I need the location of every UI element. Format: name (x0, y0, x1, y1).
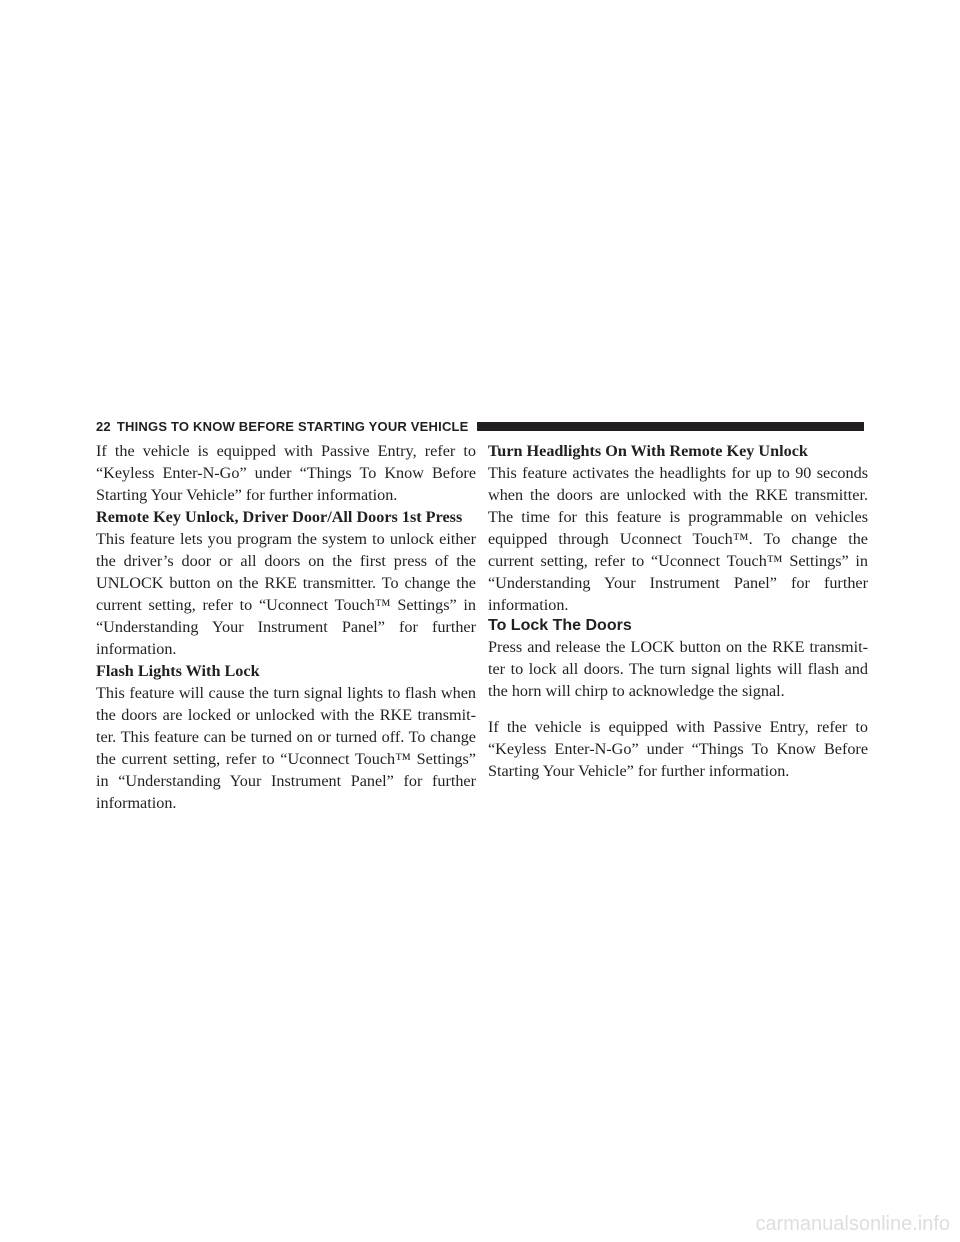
remote-key-unlock-heading: Remote Key Unlock, Driver Door/All Doors 1st Press (96, 508, 463, 526)
flash-lights-paragraph: This feature will cause the turn signal lights to flash when the doors are locked or unlocked with the RKE transmit-ter. This feature can be turned on or turned off. To change the current setting, refer to “Uconnect Touch™ Settings” in “Understanding Your Instrument Panel” for further information. (96, 684, 476, 812)
remote-key-unlock-paragraph: This feature lets you program the system to unlock either the driver’s door or all doors on the first press of the UNLOCK button on the RKE transmitter. To change the current setting, refer to “Uconnect Touch™ Settings” in “Understanding Your Instrument Panel” for further information. (96, 530, 476, 658)
header-rule (477, 422, 864, 431)
passive-entry-paragraph-2: If the vehicle is equipped with Passive Entry, refer to “Keyless Enter-N-Go” under “Things To Know Before Starting Your Vehicle” for further information. (488, 718, 868, 780)
section-title: THINGS TO KNOW BEFORE STARTING YOUR VEHICLE (116, 418, 469, 434)
headlights-heading: Turn Headlights On With Remote Key Unlock (488, 442, 808, 460)
watermark-logo: carmanualsonline.info (755, 1213, 950, 1235)
right-column (488, 440, 868, 782)
lock-doors-paragraph: Press and release the LOCK button on the RKE transmit-ter to lock all doors. The turn signal lights will flash and the horn will chirp to acknowledge the signal. (488, 638, 868, 700)
left-column (96, 440, 476, 814)
flash-lights-heading: Flash Lights With Lock (96, 662, 260, 680)
passive-entry-paragraph: If the vehicle is equipped with Passive Entry, refer to “Keyless Enter-N-Go” under “Things To Know Before Starting Your Vehicle” for further information. (96, 442, 476, 504)
lock-doors-heading: To Lock The Doors (488, 617, 632, 634)
page-number: 22 (96, 418, 111, 434)
page-header (96, 417, 864, 435)
headlights-paragraph: This feature activates the headlights for up to 90 seconds when the doors are unlocked with the RKE transmitter. The time for this feature is programmable on vehicles equipped through Uconnect Touch™. To change the current setting, refer to “Uconnect Touch™ Settings” in “Understanding Your Instrument Panel” for further information. (488, 464, 868, 614)
